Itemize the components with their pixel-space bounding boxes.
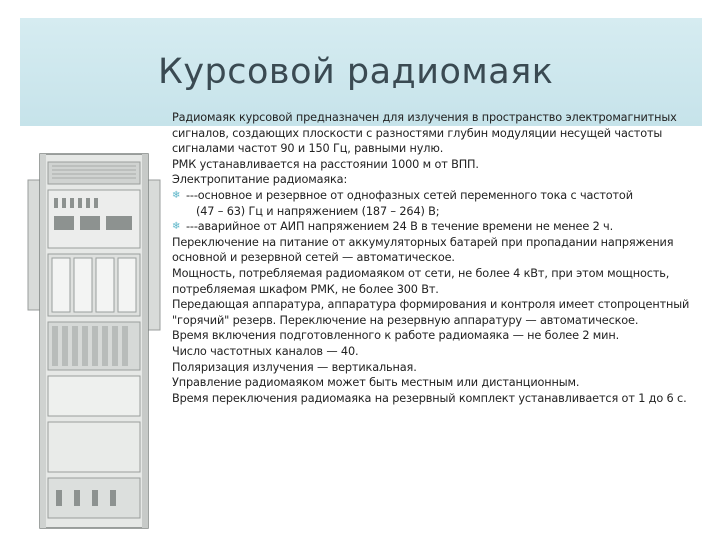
paragraph-switch-time: Время переключения радиомаяка на резервный комплект устанавливается от 1 до 6 с. [172, 391, 687, 405]
paragraph-switchover: Переключение на питание от аккумуляторных батарей при пропадании напряжения основной и резервной сетей — автоматическое. [172, 235, 674, 265]
paragraph-channels: Число частотных каналов — 40. [172, 344, 359, 358]
bullet-emergency-power-text: ---аварийное от АИП напряжением 24 В в течение времени не менее 2 ч. [186, 220, 614, 234]
bullet-emergency-power [172, 219, 704, 235]
paragraph-startup-time: Время включения подготовленного к работе радиомаяка — не более 2 мин. [172, 329, 620, 343]
paragraph-power-heading: Электропитание радиомаяка: [172, 173, 348, 187]
bullet-main-power-text: ---основное и резервное от однофазных сетей переменного тока с частотой [186, 188, 633, 202]
bullet-main-power-continuation: (47 – 63) Гц и напряжением (187 – 264) В; [196, 204, 440, 218]
slide-title: Курсовой радиомаяк [158, 52, 554, 92]
paragraph-redundancy: Передающая аппаратура, аппаратура формирования и контроля имеет стопроцентный "горячий" резерв. Переключение на резервную аппаратуру — автоматическое. [172, 298, 690, 327]
paragraph-distance: РМК устанавливается на расстоянии 1000 м от ВПП. [172, 157, 479, 171]
paragraph-purpose: Радиомаяк курсовой предназначен для излучения в пространство электромагнитных сигналов, создающих плоскости с разностями глубин модуляции несущей частоты сигналами частот 90 и 150 Гц, равными нулю. [172, 111, 677, 156]
paragraph-consumption: Мощность, потребляемая радиомаяком от сети, не более 4 кВт, при этом мощность, потребляемая шкафом РМК, не более 300 Вт. [172, 266, 670, 296]
paragraph-polarization: Поляризация излучения — вертикальная. [172, 360, 417, 374]
body-text [172, 110, 704, 406]
bullet-main-power [172, 188, 704, 204]
equipment-cabinet-photo [26, 150, 162, 534]
snowflake-bullet-icon: ❄ [172, 221, 181, 233]
paragraph-control: Управление радиомаяком может быть местным или дистанционным. [172, 376, 580, 390]
snowflake-bullet-icon: ❄ [172, 189, 181, 201]
